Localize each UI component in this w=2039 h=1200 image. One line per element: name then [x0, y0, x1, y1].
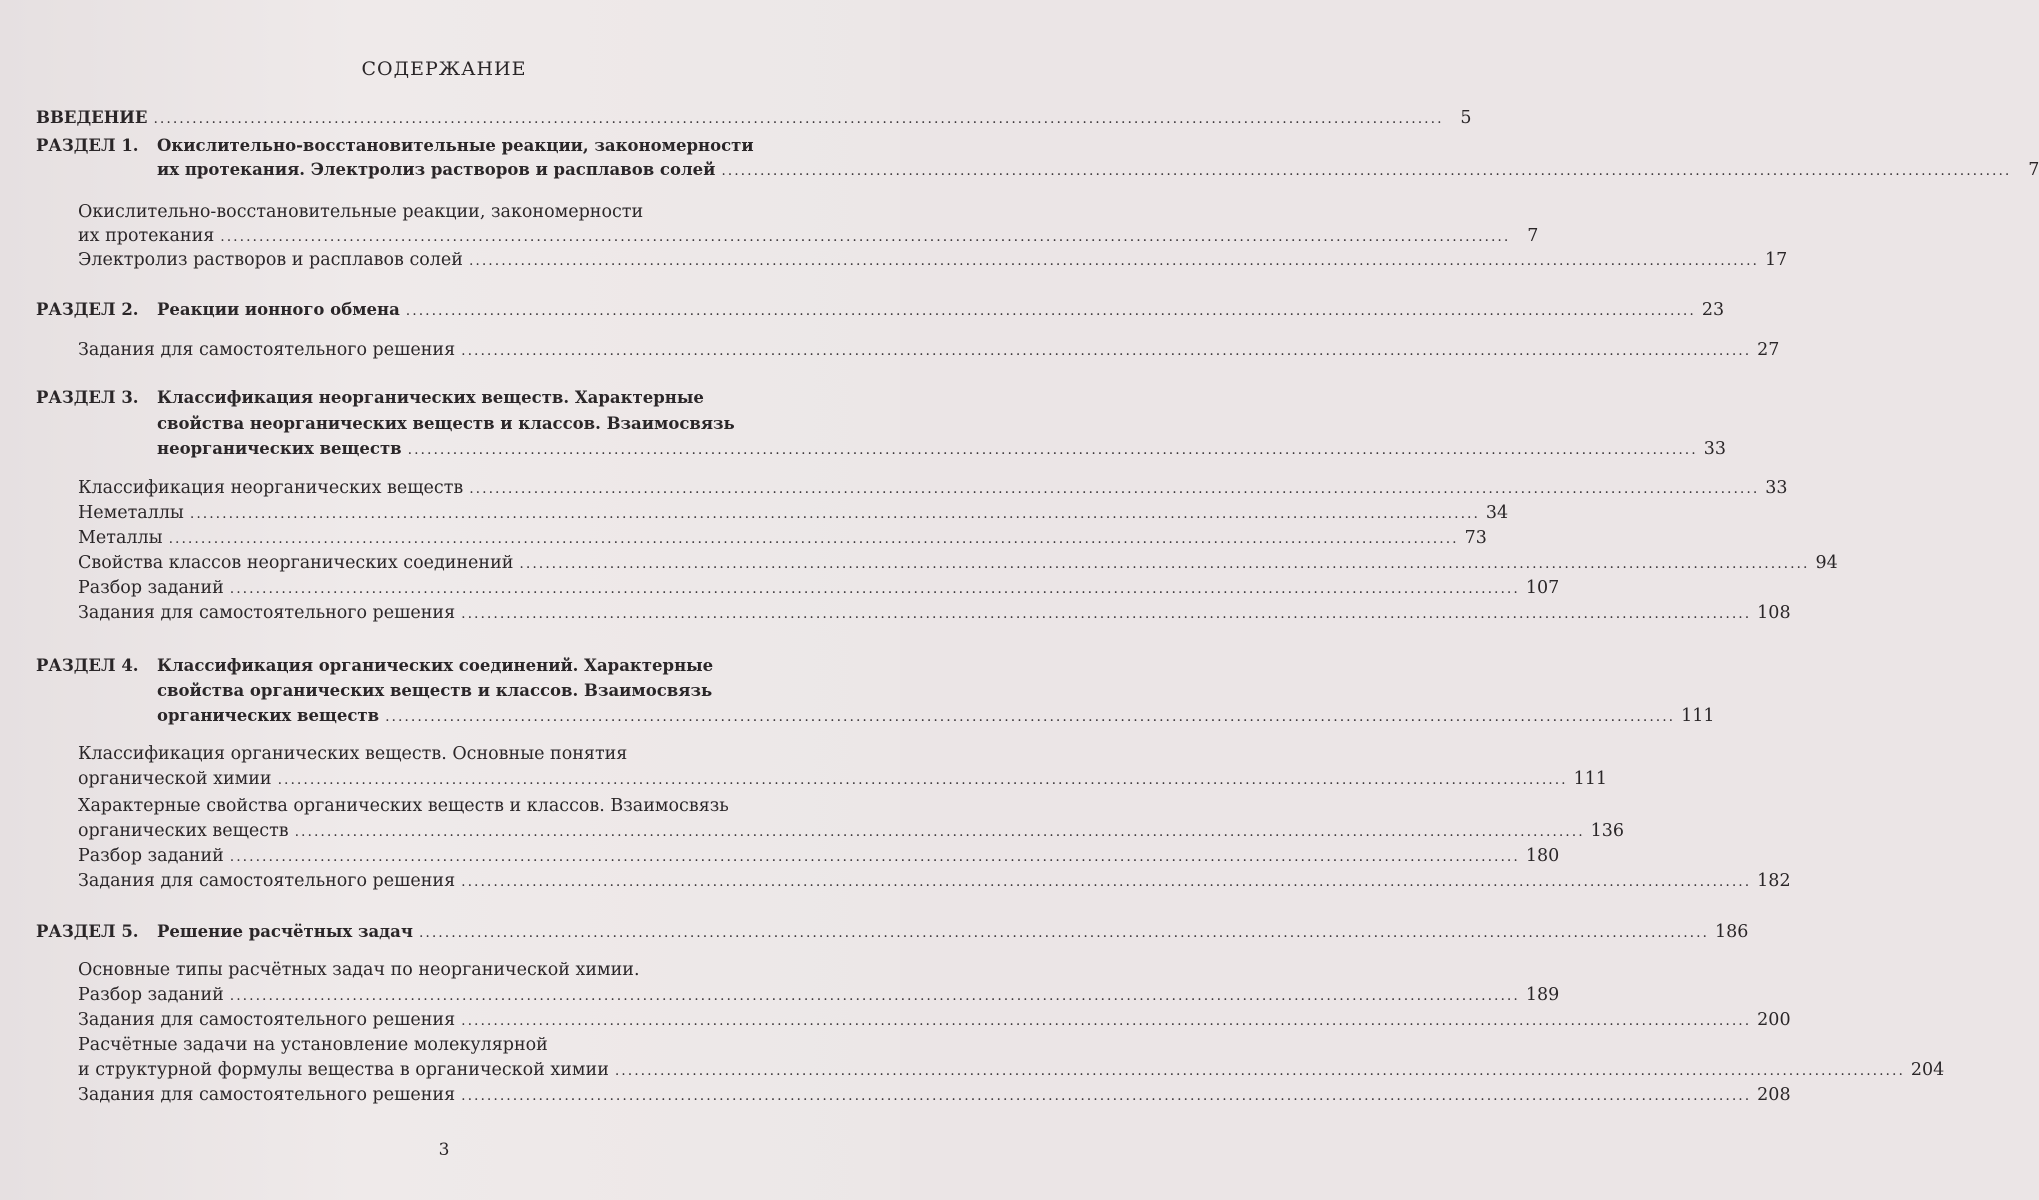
section-4-title-line-1: Классификация органических соединений. Характерные — [157, 656, 714, 675]
dot-leader: ........................................................................................................................................................................................................ — [407, 442, 1698, 458]
item-1-1-line-2: их протекания — [78, 226, 215, 246]
item-5-2-title: Задания для самостоятельного решения — [78, 1010, 456, 1030]
item-5-1-line-2: Разбор заданий — [78, 985, 224, 1005]
dot-leader: ........................................................................................................................................................................................................ — [229, 988, 1520, 1004]
dot-leader: ........................................................................................................................................................................................................ — [418, 925, 1709, 941]
toc-entry-item-3-6[interactable] — [0, 601, 1791, 626]
section-4-title-line-3: органических веществ — [157, 706, 380, 725]
item-3-5-page: 107 — [1525, 578, 1560, 598]
item-1-2-page: 17 — [1764, 250, 1788, 270]
section-3-page: 33 — [1703, 439, 1726, 459]
section-2-title: Реакции ионного обмена — [157, 300, 400, 319]
item-5-3-page: 204 — [1910, 1060, 1945, 1080]
item-2-1-title: Задания для самостоятельного решения — [78, 340, 456, 360]
item-4-1-page: 111 — [1573, 769, 1608, 789]
intro-page: 5 — [1460, 108, 1472, 128]
item-3-1-title: Классификация неорганических веществ — [78, 478, 464, 498]
toc-entry-item-3-4[interactable] — [0, 551, 1838, 576]
toc-entry-item-4-3[interactable] — [0, 844, 1560, 869]
section-3-label: РАЗДЕЛ 3. — [36, 388, 139, 407]
section-1-page: 7 — [2028, 160, 2039, 180]
dot-leader: ........................................................................................................................................................................................................ — [461, 874, 1752, 890]
toc-entry-item-1-2[interactable] — [0, 248, 1788, 273]
item-3-3-title: Металлы — [78, 528, 163, 548]
dot-leader: ........................................................................................................................................................................................................ — [461, 1013, 1752, 1029]
item-5-2-page: 200 — [1757, 1010, 1791, 1030]
section-1-title-line-1: Окислительно-восстановительные реакции, закономерности — [157, 136, 754, 155]
section-1-title-line-2: их протекания. Электролиз растворов и расплавов солей — [157, 160, 716, 179]
section-3-title-line-1: Классификация неорганических веществ. Характерные — [157, 388, 704, 407]
dot-leader: ........................................................................................................................................................................................................ — [189, 506, 1480, 522]
dot-leader: ........................................................................................................................................................................................................ — [294, 824, 1585, 840]
item-3-2-title: Неметаллы — [78, 503, 184, 523]
item-4-1-line-1: Классификация органических веществ. Основные понятия — [78, 744, 628, 764]
dot-leader: ........................................................................................................................................................................................................ — [229, 849, 1520, 865]
dot-leader: ........................................................................................................................................................................................................ — [220, 229, 1511, 245]
toc-entry-section-1[interactable] — [0, 158, 2039, 183]
toc-entry-item-2-1[interactable] — [0, 338, 1780, 363]
toc-entry-section-3[interactable] — [0, 437, 1726, 462]
item-4-2-line-1: Характерные свойства органических веществ и классов. Взаимосвязь — [78, 796, 729, 816]
item-5-4-title: Задания для самостоятельного решения — [78, 1085, 456, 1105]
page-title: СОДЕРЖАНИЕ — [361, 58, 527, 80]
item-2-1-page: 27 — [1757, 340, 1780, 360]
section-5-label: РАЗДЕЛ 5. — [36, 922, 139, 941]
section-4-page: 111 — [1681, 706, 1715, 726]
dot-leader: ........................................................................................................................................................................................................ — [614, 1063, 1905, 1079]
item-1-2-title: Электролиз растворов и расплавов солей — [78, 250, 463, 270]
item-1-1-line-1: Окислительно-восстановительные реакции, закономерности — [78, 202, 644, 222]
section-4-label: РАЗДЕЛ 4. — [36, 656, 139, 675]
toc-entry-section-2[interactable] — [0, 298, 1725, 323]
item-3-4-page: 94 — [1815, 553, 1838, 573]
item-4-3-page: 180 — [1525, 846, 1560, 866]
toc-entry-item-5-2[interactable] — [0, 1008, 1791, 1033]
item-5-3-line-2: и структурной формулы вещества в органической химии — [78, 1060, 609, 1080]
item-4-4-page: 182 — [1757, 871, 1791, 891]
section-3-title-line-3: неорганических веществ — [157, 439, 402, 458]
toc-entry-item-3-3[interactable] — [0, 526, 1487, 551]
toc-entry-item-4-1[interactable] — [0, 767, 1608, 792]
section-5-page: 186 — [1715, 922, 1749, 942]
item-4-4-title: Задания для самостоятельного решения — [78, 871, 456, 891]
item-4-2-page: 136 — [1590, 821, 1625, 841]
dot-leader: ........................................................................................................................................................................................................ — [721, 163, 2012, 179]
section-1-label: РАЗДЕЛ 1. — [36, 136, 139, 155]
toc-entry-item-5-3[interactable] — [0, 1058, 1945, 1083]
section-4-title-line-2: свойства органических веществ и классов. Взаимосвязь — [157, 681, 713, 700]
dot-leader: ........................................................................................................................................................................................................ — [461, 1088, 1752, 1104]
dot-leader: ........................................................................................................................................................................................................ — [229, 581, 1520, 597]
toc-entry-item-4-4[interactable] — [0, 869, 1791, 894]
item-5-1-page: 189 — [1525, 985, 1560, 1005]
dot-leader: ........................................................................................................................................................................................................ — [469, 481, 1760, 497]
toc-entry-section-4[interactable] — [0, 704, 1715, 729]
item-4-2-line-2: органических веществ — [78, 821, 289, 841]
toc-entry-item-3-5[interactable] — [0, 576, 1560, 601]
dot-leader: ........................................................................................................................................................................................................ — [519, 556, 1810, 572]
dot-leader: ........................................................................................................................................................................................................ — [468, 253, 1759, 269]
toc-entry-section-5[interactable] — [0, 920, 1749, 945]
intro-label: ВВЕДЕНИЕ — [36, 108, 148, 127]
dot-leader: ........................................................................................................................................................................................................ — [277, 772, 1568, 788]
page-number: 3 — [438, 1140, 450, 1160]
toc-entry-item-5-1[interactable] — [0, 983, 1560, 1008]
item-1-1-page: 7 — [1527, 226, 1539, 246]
dot-leader: ........................................................................................................................................................................................................ — [385, 709, 1676, 725]
dot-leader: ........................................................................................................................................................................................................ — [405, 303, 1696, 319]
item-3-6-page: 108 — [1757, 603, 1791, 623]
item-3-6-title: Задания для самостоятельного решения — [78, 603, 456, 623]
toc-entry-item-5-4[interactable] — [0, 1083, 1791, 1108]
toc-entry-item-3-2[interactable] — [0, 501, 1509, 526]
item-3-2-page: 34 — [1485, 503, 1509, 523]
item-3-1-page: 33 — [1765, 478, 1788, 498]
item-5-3-line-1: Расчётные задачи на установление молекулярной — [78, 1035, 548, 1055]
item-4-3-title: Разбор заданий — [78, 846, 224, 866]
item-3-4-title: Свойства классов неорганических соединений — [78, 553, 514, 573]
dot-leader: ........................................................................................................................................................................................................ — [168, 531, 1459, 547]
dot-leader: ........................................................................................................................................................................................................ — [461, 343, 1752, 359]
item-3-5-title: Разбор заданий — [78, 578, 224, 598]
toc-entry-item-1-1[interactable] — [0, 224, 1539, 249]
dot-leader: ........................................................................................................................................................................................................ — [153, 111, 1444, 127]
item-5-4-page: 208 — [1757, 1085, 1791, 1105]
toc-entry-intro[interactable] — [0, 106, 1472, 131]
section-5-title: Решение расчётных задач — [157, 922, 413, 941]
toc-entry-item-3-1[interactable] — [0, 476, 1788, 501]
item-5-1-line-1: Основные типы расчётных задач по неорганической химии. — [78, 960, 640, 980]
dot-leader: ........................................................................................................................................................................................................ — [461, 606, 1752, 622]
item-4-1-line-2: органической химии — [78, 769, 272, 789]
toc-entry-item-4-2[interactable] — [0, 819, 1625, 844]
section-3-title-line-2: свойства неорганических веществ и классов. Взаимосвязь — [157, 414, 735, 433]
item-3-3-page: 73 — [1464, 528, 1487, 548]
section-2-page: 23 — [1701, 300, 1725, 320]
section-2-label: РАЗДЕЛ 2. — [36, 300, 139, 319]
